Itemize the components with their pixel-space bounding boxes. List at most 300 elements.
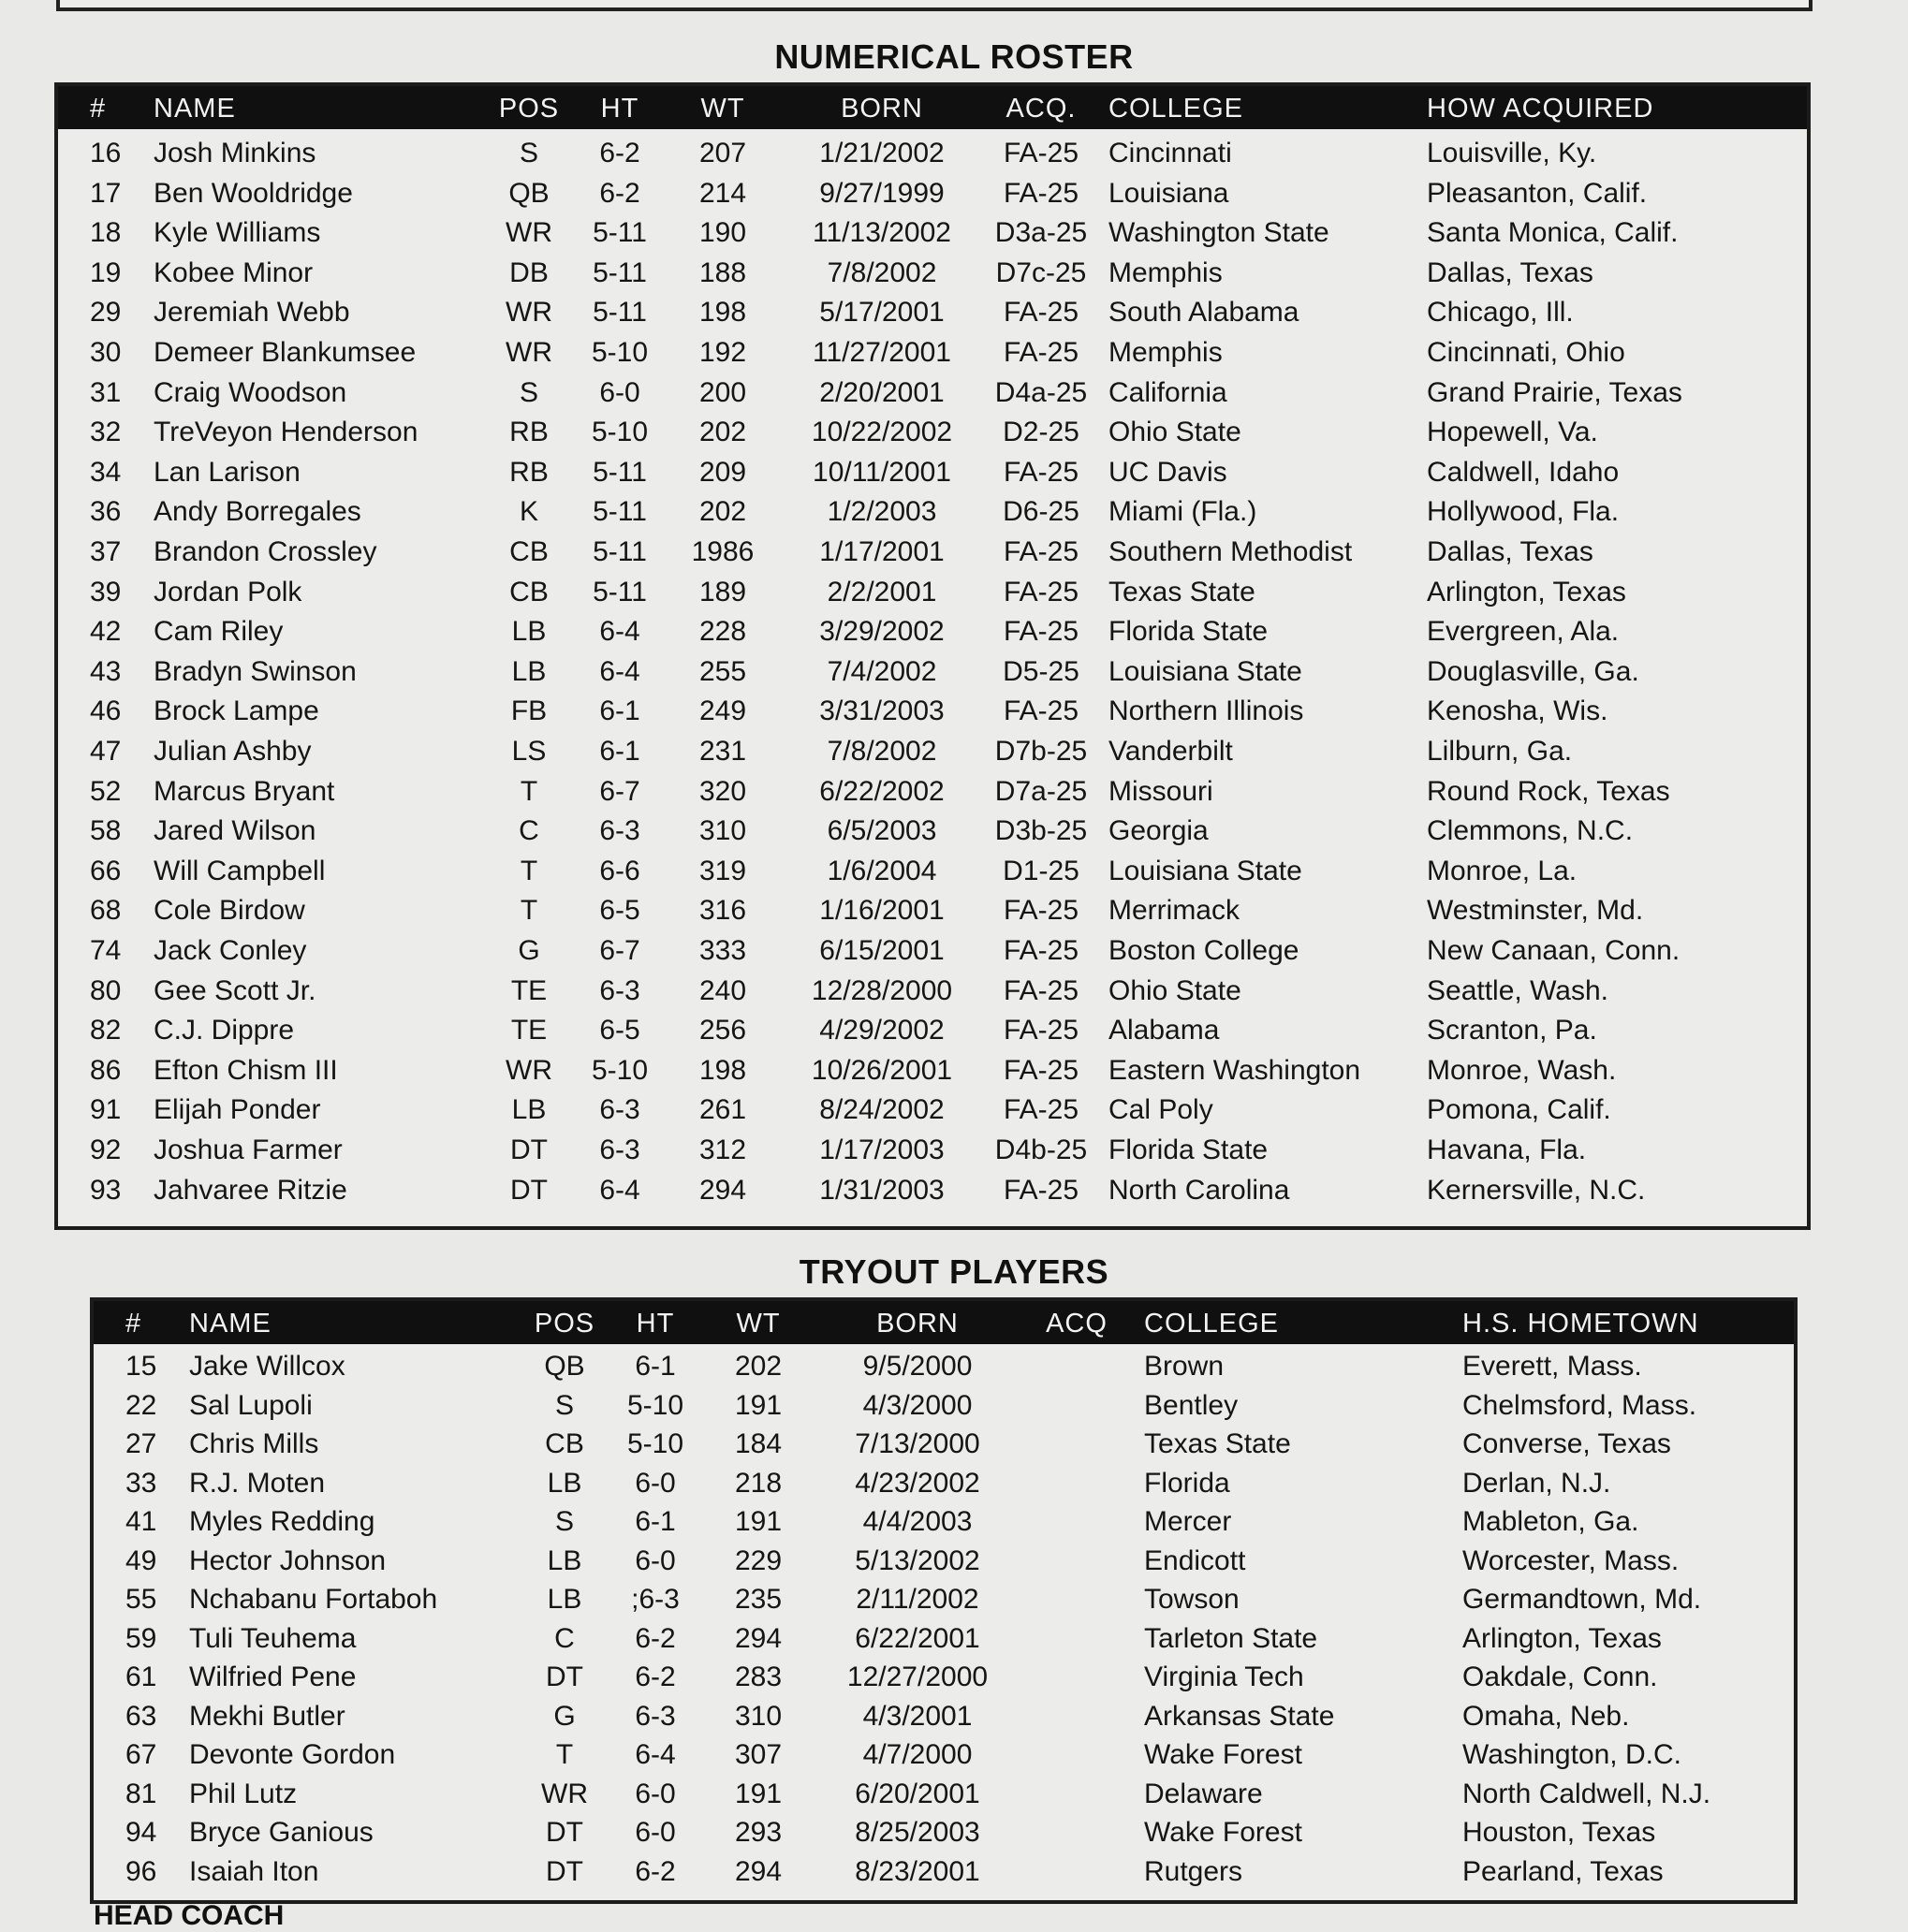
player-name: Gee Scott Jr. — [154, 974, 316, 1006]
player-height: 6-7 — [599, 935, 640, 966]
player-height: 5-10 — [591, 1054, 649, 1086]
header-acq: ACQ — [1046, 1309, 1108, 1339]
player-height: 6-4 — [599, 1174, 640, 1206]
player-acquisition-code: D4a-25 — [994, 376, 1088, 408]
player-birthdate: 3/31/2003 — [819, 695, 945, 727]
player-height: 6-7 — [599, 775, 640, 807]
table-row — [94, 1503, 1794, 1544]
player-height: 6-0 — [635, 1467, 676, 1499]
table-row — [58, 135, 1807, 175]
player-height: 6-0 — [635, 1817, 676, 1848]
player-weight: 256 — [698, 1015, 747, 1046]
player-hometown: Pearland, Texas — [1462, 1855, 1664, 1887]
player-acquisition-code: D6-25 — [1003, 496, 1079, 528]
player-birthdate: 2/2/2001 — [827, 576, 937, 607]
player-name: Josh Minkins — [154, 138, 316, 168]
player-name: Jack Conley — [154, 935, 307, 966]
player-name: Kobee Minor — [154, 256, 314, 288]
player-height: 6-0 — [599, 376, 640, 408]
player-hometown: Round Rock, Texas — [1427, 775, 1670, 807]
player-birthdate: 7/13/2000 — [855, 1428, 980, 1459]
player-number: 41 — [125, 1506, 157, 1537]
player-position: WR — [541, 1778, 588, 1809]
previous-table-edge — [56, 0, 1813, 11]
player-college: Miami (Fla.) — [1108, 496, 1257, 528]
player-height: 6-2 — [635, 1661, 676, 1692]
player-number: 39 — [90, 576, 122, 607]
player-number: 42 — [90, 616, 122, 648]
player-hometown: Chicago, Ill. — [1427, 297, 1574, 329]
player-birthdate: 1/2/2003 — [827, 496, 937, 528]
player-college: Missouri — [1108, 775, 1213, 807]
player-college: Alabama — [1108, 1015, 1220, 1046]
player-weight: 184 — [734, 1428, 783, 1459]
player-acquisition-code: FA-25 — [1003, 297, 1079, 329]
player-name: Wilfried Pene — [189, 1661, 357, 1692]
player-position: G — [553, 1700, 576, 1732]
player-name: Bradyn Swinson — [154, 655, 357, 687]
player-hometown: Arlington, Texas — [1462, 1622, 1662, 1654]
player-position: DB — [509, 256, 549, 288]
player-number: 82 — [90, 1015, 122, 1046]
player-birthdate: 6/20/2001 — [855, 1778, 980, 1809]
player-college: Memphis — [1108, 256, 1223, 288]
player-college: Endicott — [1144, 1544, 1246, 1576]
player-height: 5-10 — [626, 1428, 684, 1459]
player-weight: 200 — [698, 376, 747, 408]
player-height: 5-10 — [591, 417, 649, 448]
player-college: Vanderbilt — [1108, 736, 1233, 767]
player-birthdate: 1/17/2001 — [819, 536, 945, 567]
player-acquisition-code: D7c-25 — [995, 256, 1087, 288]
player-number: 96 — [125, 1855, 157, 1887]
player-weight: 189 — [698, 576, 747, 607]
player-weight: 294 — [734, 1622, 783, 1654]
player-position: S — [519, 376, 538, 408]
player-name: Myles Redding — [189, 1506, 375, 1537]
player-height: 6-2 — [599, 177, 640, 209]
player-acquisition-code: FA-25 — [1003, 974, 1079, 1006]
player-height: 6-3 — [599, 974, 640, 1006]
player-number: 15 — [125, 1351, 157, 1382]
player-weight: 319 — [698, 855, 747, 886]
header-pos: POS — [534, 1309, 595, 1339]
header-name: NAME — [189, 1309, 272, 1339]
player-name: Chris Mills — [189, 1428, 319, 1459]
player-height: ;6-3 — [631, 1584, 680, 1615]
player-acquisition-code: D7a-25 — [994, 775, 1088, 807]
player-height: 5-11 — [593, 297, 647, 329]
table-row — [58, 493, 1807, 534]
player-name: Cole Birdow — [154, 895, 305, 927]
player-number: 93 — [90, 1174, 122, 1206]
player-number: 37 — [90, 536, 122, 567]
player-name: Nchabanu Fortaboh — [189, 1584, 438, 1615]
header-pos: POS — [498, 94, 560, 124]
player-height: 5-11 — [593, 256, 647, 288]
player-birthdate: 2/20/2001 — [819, 376, 945, 408]
table-row — [58, 214, 1807, 255]
player-position: C — [554, 1622, 575, 1654]
player-hometown: Lilburn, Ga. — [1427, 736, 1573, 767]
player-position: CB — [509, 576, 549, 607]
player-birthdate: 8/25/2003 — [855, 1817, 980, 1848]
player-position: LS — [511, 736, 547, 767]
player-college: Northern Illinois — [1108, 695, 1304, 727]
player-birthdate: 1/6/2004 — [827, 855, 937, 886]
player-weight: 320 — [698, 775, 747, 807]
player-acquisition-code: D1-25 — [1003, 855, 1079, 886]
player-name: Demeer Blankumsee — [154, 337, 417, 368]
player-birthdate: 7/8/2002 — [827, 256, 937, 288]
player-position: WR — [506, 217, 552, 249]
player-birthdate: 4/3/2000 — [862, 1389, 973, 1421]
player-weight: 333 — [698, 935, 747, 966]
player-weight: 191 — [734, 1389, 783, 1421]
table-row — [58, 294, 1807, 334]
player-college: Louisiana State — [1108, 655, 1302, 687]
table-row — [94, 1736, 1794, 1777]
player-hometown: Germandtown, Md. — [1462, 1584, 1702, 1615]
player-college: Southern Methodist — [1108, 536, 1353, 567]
player-height: 6-0 — [635, 1778, 676, 1809]
player-college: Louisiana State — [1108, 855, 1302, 886]
player-height: 6-1 — [599, 736, 640, 767]
player-position: CB — [545, 1428, 584, 1459]
player-acquisition-code: D2-25 — [1003, 417, 1079, 448]
player-birthdate: 9/5/2000 — [862, 1351, 973, 1382]
player-hometown: Cincinnati, Ohio — [1427, 337, 1625, 368]
player-hometown: Hopewell, Va. — [1427, 417, 1598, 448]
player-number: 43 — [90, 655, 122, 687]
player-number: 49 — [125, 1544, 157, 1576]
player-birthdate: 1/17/2003 — [819, 1134, 945, 1165]
player-position: WR — [506, 297, 552, 329]
player-birthdate: 6/5/2003 — [827, 815, 937, 847]
player-college: Arkansas State — [1144, 1700, 1335, 1732]
player-college: Florida State — [1108, 1134, 1269, 1165]
player-weight: 255 — [698, 655, 747, 687]
table-row — [58, 1172, 1807, 1212]
player-weight: 198 — [698, 1054, 747, 1086]
player-hometown: Havana, Fla. — [1427, 1134, 1587, 1165]
table-row — [94, 1776, 1794, 1816]
player-acquisition-code: D7b-25 — [994, 736, 1088, 767]
tryout-players-table — [90, 1297, 1798, 1904]
player-weight: 198 — [698, 297, 747, 329]
player-college: Tarleton State — [1144, 1622, 1318, 1654]
player-hometown: New Canaan, Conn. — [1427, 935, 1681, 966]
player-position: LB — [547, 1467, 582, 1499]
player-number: 32 — [90, 417, 122, 448]
player-college: Wake Forest — [1144, 1817, 1302, 1848]
tryout-players-title: TRYOUT PLAYERS — [799, 1252, 1109, 1291]
player-name: Isaiah Iton — [189, 1855, 319, 1887]
player-weight: 191 — [734, 1778, 783, 1809]
player-position: K — [519, 496, 538, 528]
player-number: 92 — [90, 1134, 122, 1165]
player-college: Brown — [1144, 1351, 1225, 1382]
player-position: TE — [510, 1015, 548, 1046]
player-name: Phil Lutz — [189, 1778, 298, 1809]
player-position: LB — [547, 1584, 582, 1615]
player-height: 5-11 — [593, 536, 647, 567]
player-college: Cal Poly — [1108, 1094, 1213, 1126]
player-hometown: North Caldwell, N.J. — [1462, 1778, 1711, 1809]
player-number: 68 — [90, 895, 122, 927]
player-number: 46 — [90, 695, 122, 727]
player-birthdate: 6/22/2001 — [855, 1622, 980, 1654]
player-weight: 294 — [734, 1855, 783, 1887]
player-birthdate: 9/27/1999 — [819, 177, 945, 209]
player-hometown: Washington, D.C. — [1462, 1739, 1681, 1770]
player-name: Bryce Ganious — [189, 1817, 374, 1848]
table-row — [58, 255, 1807, 295]
player-birthdate: 4/4/2003 — [862, 1506, 973, 1537]
player-position: RB — [509, 456, 549, 488]
player-hometown: Grand Prairie, Texas — [1427, 376, 1682, 408]
table-row — [58, 454, 1807, 494]
player-weight: 202 — [698, 417, 747, 448]
player-number: 34 — [90, 456, 122, 488]
header-acq: ACQ. — [1005, 94, 1077, 124]
numerical-roster-table — [54, 82, 1811, 1230]
player-hometown: Pleasanton, Calif. — [1427, 177, 1648, 209]
table-row — [94, 1543, 1794, 1583]
player-name: Elijah Ponder — [154, 1094, 321, 1126]
player-college: Texas State — [1108, 576, 1255, 607]
player-weight: 207 — [698, 138, 747, 168]
player-weight: 307 — [734, 1739, 783, 1770]
player-number: 66 — [90, 855, 122, 886]
player-height: 6-3 — [599, 1134, 640, 1165]
player-college: Mercer — [1144, 1506, 1232, 1537]
player-birthdate: 12/28/2000 — [811, 974, 953, 1006]
table-row — [58, 892, 1807, 932]
player-hometown: Monroe, Wash. — [1427, 1054, 1617, 1086]
player-number: 67 — [125, 1739, 157, 1770]
player-college: Florida — [1144, 1467, 1230, 1499]
player-birthdate: 8/23/2001 — [855, 1855, 980, 1887]
player-acquisition-code: FA-25 — [1003, 1174, 1079, 1206]
header-college: COLLEGE — [1144, 1309, 1279, 1339]
player-name: Jake Willcox — [189, 1351, 345, 1382]
player-birthdate: 7/4/2002 — [827, 655, 937, 687]
player-position: S — [519, 138, 538, 168]
player-acquisition-code: FA-25 — [1003, 536, 1079, 567]
table-row — [58, 932, 1807, 973]
header-wt: WT — [736, 1309, 781, 1339]
table-row — [58, 414, 1807, 454]
player-acquisition-code: FA-25 — [1003, 616, 1079, 648]
player-name: Brandon Crossley — [154, 536, 377, 567]
player-position: LB — [547, 1544, 582, 1576]
player-acquisition-code: FA-25 — [1003, 695, 1079, 727]
player-name: Mekhi Butler — [189, 1700, 345, 1732]
player-position: CB — [509, 536, 549, 567]
table-row — [94, 1348, 1794, 1388]
player-hometown: Santa Monica, Calif. — [1427, 217, 1679, 249]
player-position: QB — [544, 1351, 585, 1382]
player-hometown: Monroe, La. — [1427, 855, 1578, 886]
player-position: S — [554, 1389, 574, 1421]
header-num: # — [125, 1309, 142, 1339]
player-number: 27 — [125, 1428, 157, 1459]
player-height: 6-2 — [599, 138, 640, 168]
player-hometown: Evergreen, Ala. — [1427, 616, 1620, 648]
header-born: BORN — [876, 1309, 959, 1339]
player-name: Hector Johnson — [189, 1544, 387, 1576]
player-name: Ben Wooldridge — [154, 177, 353, 209]
player-height: 6-0 — [635, 1544, 676, 1576]
player-height: 5-11 — [593, 576, 647, 607]
tryout-players-header — [94, 1301, 1794, 1344]
player-weight: 209 — [698, 456, 747, 488]
player-acquisition-code: FA-25 — [1003, 895, 1079, 927]
player-acquisition-code: FA-25 — [1003, 138, 1079, 168]
player-birthdate: 2/11/2002 — [856, 1584, 979, 1615]
player-name: Craig Woodson — [154, 376, 347, 408]
player-weight: 191 — [734, 1506, 783, 1537]
player-hometown: Houston, Texas — [1462, 1817, 1656, 1848]
player-weight: 293 — [734, 1817, 783, 1848]
player-height: 6-4 — [599, 655, 640, 687]
player-number: 17 — [90, 177, 122, 209]
player-birthdate: 6/22/2002 — [819, 775, 945, 807]
player-hometown: Clemmons, N.C. — [1427, 815, 1634, 847]
table-row — [58, 733, 1807, 773]
player-birthdate: 4/29/2002 — [819, 1015, 945, 1046]
player-position: DT — [546, 1855, 583, 1887]
player-hometown: Derlan, N.J. — [1462, 1467, 1611, 1499]
player-college: Louisiana — [1108, 177, 1229, 209]
player-number: 91 — [90, 1094, 122, 1126]
player-weight: 310 — [698, 815, 747, 847]
player-number: 94 — [125, 1817, 157, 1848]
player-name: Brock Lampe — [154, 695, 319, 727]
player-position: WR — [506, 337, 552, 368]
player-number: 36 — [90, 496, 122, 528]
table-row — [94, 1814, 1794, 1854]
player-number: 58 — [90, 815, 122, 847]
player-hometown: Louisville, Ky. — [1427, 138, 1597, 168]
player-college: North Carolina — [1108, 1174, 1290, 1206]
table-row — [58, 1132, 1807, 1172]
player-birthdate: 3/29/2002 — [819, 616, 945, 648]
player-birthdate: 5/13/2002 — [855, 1544, 980, 1576]
table-row — [58, 1052, 1807, 1092]
player-height: 6-4 — [599, 616, 640, 648]
player-acquisition-code: FA-25 — [1003, 576, 1079, 607]
player-position: DT — [546, 1817, 583, 1848]
player-college: Ohio State — [1108, 974, 1241, 1006]
player-number: 30 — [90, 337, 122, 368]
player-hometown: Kenosha, Wis. — [1427, 695, 1608, 727]
table-row — [58, 973, 1807, 1013]
player-position: FB — [510, 695, 548, 727]
player-number: 61 — [125, 1661, 157, 1692]
player-name: Jordan Polk — [154, 576, 302, 607]
player-name: C.J. Dippre — [154, 1015, 295, 1046]
player-position: QB — [508, 177, 550, 209]
player-name: Joshua Farmer — [154, 1134, 343, 1165]
player-weight: 188 — [698, 256, 747, 288]
table-row — [58, 853, 1807, 893]
table-row — [58, 1091, 1807, 1132]
player-height: 6-6 — [599, 855, 640, 886]
player-birthdate: 1/31/2003 — [819, 1174, 945, 1206]
player-birthdate: 7/8/2002 — [827, 736, 937, 767]
player-name: Sal Lupoli — [189, 1389, 313, 1421]
player-name: Efton Chism III — [154, 1054, 338, 1086]
player-birthdate: 11/27/2001 — [813, 337, 951, 368]
player-hometown: Everett, Mass. — [1462, 1351, 1642, 1382]
player-weight: 312 — [698, 1134, 747, 1165]
table-row — [58, 613, 1807, 653]
player-weight: 214 — [698, 177, 747, 209]
player-number: 18 — [90, 217, 122, 249]
table-row — [58, 334, 1807, 374]
player-height: 6-1 — [635, 1351, 676, 1382]
player-birthdate: 12/27/2000 — [846, 1661, 989, 1692]
player-hometown: Omaha, Neb. — [1462, 1700, 1630, 1732]
player-college: California — [1108, 376, 1227, 408]
table-row — [58, 693, 1807, 733]
player-position: DT — [510, 1174, 548, 1206]
player-name: Marcus Bryant — [154, 775, 335, 807]
player-acquisition-code: D3a-25 — [994, 217, 1088, 249]
player-hometown: Pomona, Calif. — [1427, 1094, 1611, 1126]
player-college: Delaware — [1144, 1778, 1263, 1809]
player-acquisition-code: D3b-25 — [994, 815, 1088, 847]
player-name: Jared Wilson — [154, 815, 316, 847]
player-position: TE — [510, 974, 548, 1006]
player-college: Memphis — [1108, 337, 1223, 368]
player-college: Virginia Tech — [1144, 1661, 1304, 1692]
player-position: LB — [511, 655, 547, 687]
table-row — [94, 1465, 1794, 1505]
player-acquisition-code: D4b-25 — [994, 1134, 1088, 1165]
player-birthdate: 8/24/2002 — [819, 1094, 945, 1126]
player-weight: 249 — [698, 695, 747, 727]
player-acquisition-code: FA-25 — [1003, 1054, 1079, 1086]
player-acquisition-code: D5-25 — [1003, 655, 1079, 687]
player-number: 33 — [125, 1467, 157, 1499]
player-hometown: Arlington, Texas — [1427, 576, 1626, 607]
player-birthdate: 6/15/2001 — [819, 935, 945, 966]
player-college: Florida State — [1108, 616, 1269, 648]
player-college: Merrimack — [1108, 895, 1240, 927]
player-birthdate: 11/13/2002 — [813, 217, 951, 249]
player-height: 6-5 — [599, 1015, 640, 1046]
player-number: 63 — [125, 1700, 157, 1732]
player-acquisition-code: FA-25 — [1003, 935, 1079, 966]
player-name: Jahvaree Ritzie — [154, 1174, 347, 1206]
table-row — [58, 1012, 1807, 1052]
table-row — [58, 653, 1807, 694]
player-height: 6-1 — [635, 1506, 676, 1537]
player-hometown: Westminster, Md. — [1427, 895, 1644, 927]
player-hometown: Oakdale, Conn. — [1462, 1661, 1658, 1692]
player-college: South Alabama — [1108, 297, 1299, 329]
player-number: 86 — [90, 1054, 122, 1086]
table-row — [94, 1620, 1794, 1661]
player-college: Cincinnati — [1108, 138, 1232, 168]
player-height: 6-3 — [635, 1700, 676, 1732]
table-row — [94, 1853, 1794, 1894]
player-height: 6-5 — [599, 895, 640, 927]
player-acquisition-code: FA-25 — [1003, 456, 1079, 488]
